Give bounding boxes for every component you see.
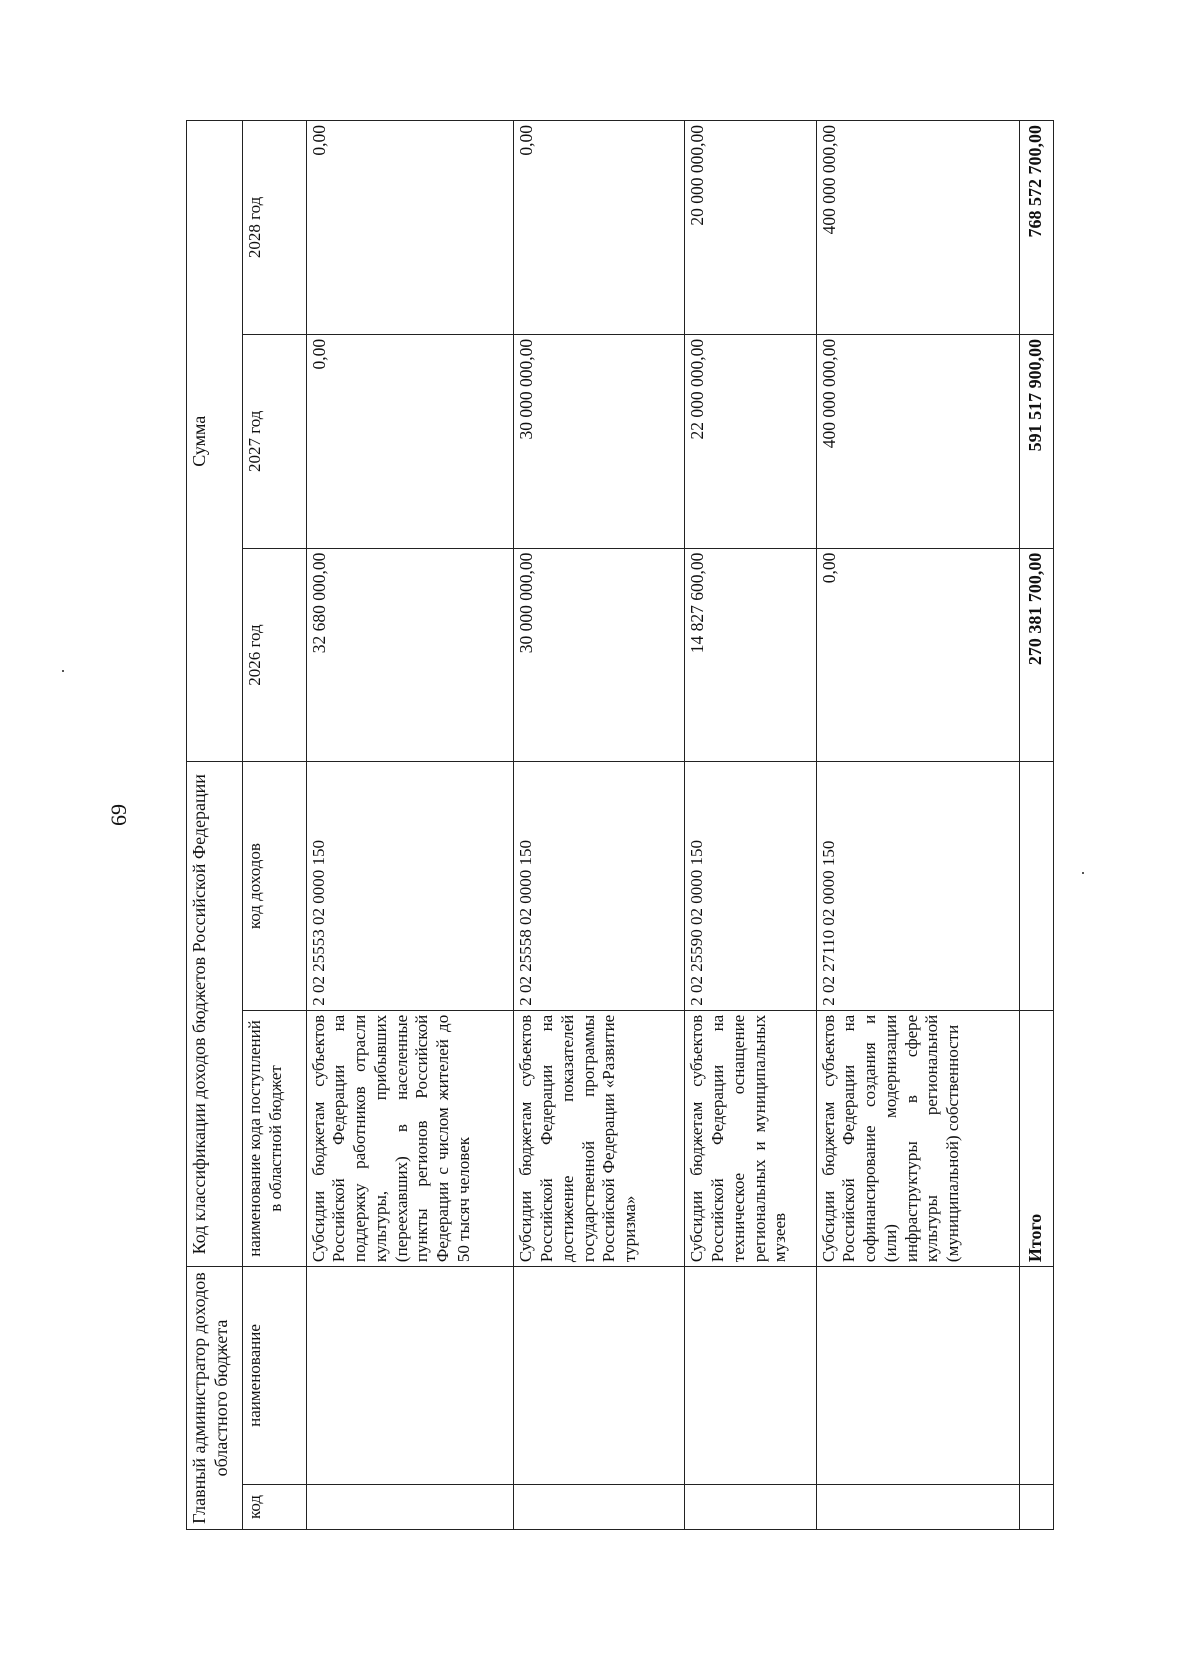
admin-name-cell	[306, 1267, 514, 1485]
classification-group-header: Код классификации доходов бюджетов Российской Федерации	[187, 762, 243, 1267]
total-2028-cell: 768 572 700,00	[1019, 121, 1053, 335]
sum-2028-cell: 0,00	[514, 121, 685, 335]
total-2027-cell: 591 517 900,00	[1019, 334, 1053, 548]
total-label: Итого	[1019, 1010, 1053, 1266]
sum-2027-cell: 0,00	[306, 334, 514, 548]
admin-name-cell	[816, 1267, 1019, 1485]
total-empty-cell	[1019, 762, 1053, 1010]
sum-2028-cell: 0,00	[306, 121, 514, 335]
income-name-cell: Субсидии бюджетам субъектов Российской Федерации на софинансирование создания и (или) модернизации инфраструктуры в сфере культуры региональной (муниципальной) собственности	[816, 1010, 1019, 1266]
admin-name-cell	[685, 1267, 816, 1485]
sum-2027-cell: 400 000 000,00	[816, 334, 1019, 548]
year-2027-header: 2027 год	[242, 334, 306, 548]
sum-2026-cell: 14 827 600,00	[685, 548, 816, 762]
admin-code-cell	[816, 1484, 1019, 1529]
sum-2027-cell: 22 000 000,00	[685, 334, 816, 548]
header-row-2	[242, 121, 306, 1530]
income-name-header: наименование кода поступлений в областной бюджет	[242, 1010, 306, 1266]
sum-2026-cell: 32 680 000,00	[306, 548, 514, 762]
income-name-cell: Субсидии бюджетам субъектов Российской Федерации на достижение показателей государственной программы Российской Федерации «Развитие туризма»	[514, 1010, 685, 1266]
sum-2026-cell: 30 000 000,00	[514, 548, 685, 762]
sum-2027-cell: 30 000 000,00	[514, 334, 685, 548]
table-row	[306, 121, 514, 1530]
income-code-cell: 2 02 25558 02 0000 150	[514, 762, 685, 1010]
table-row	[685, 121, 816, 1530]
admin-code-cell	[514, 1484, 685, 1529]
total-empty-cell	[1019, 1267, 1053, 1485]
admin-code-header: код	[242, 1484, 306, 1529]
year-2028-header: 2028 год	[242, 121, 306, 335]
scan-speck	[62, 670, 64, 672]
sum-2028-cell: 400 000 000,00	[816, 121, 1019, 335]
admin-code-cell	[685, 1484, 816, 1529]
income-code-cell: 2 02 25590 02 0000 150	[685, 762, 816, 1010]
budget-income-table	[186, 120, 1054, 1530]
income-code-header: код доходов	[242, 762, 306, 1010]
income-name-cell: Субсидии бюджетам субъектов Российской Федерации на поддержку работников отрасли культуры, прибывших (переехавших) в населенные пункты регионов Российской Федерации с числом жителей до 50 тысяч человек	[306, 1010, 514, 1266]
rotated-table-container	[186, 120, 1054, 1530]
admin-name-cell	[514, 1267, 685, 1485]
table-row	[514, 121, 685, 1530]
total-2026-cell: 270 381 700,00	[1019, 548, 1053, 762]
total-row	[1019, 121, 1053, 1530]
admin-group-header: Главный администратор доходов областного бюджета	[187, 1267, 243, 1530]
sum-group-header: Сумма	[187, 121, 243, 762]
income-code-cell: 2 02 25553 02 0000 150	[306, 762, 514, 1010]
header-row-1	[187, 121, 243, 1530]
sum-2026-cell: 0,00	[816, 548, 1019, 762]
income-code-cell: 2 02 27110 02 0000 150	[816, 762, 1019, 1010]
total-empty-cell	[1019, 1484, 1053, 1529]
admin-name-header: наименование	[242, 1267, 306, 1485]
admin-code-cell	[306, 1484, 514, 1529]
year-2026-header: 2026 год	[242, 548, 306, 762]
page-number: 69	[106, 804, 131, 826]
table-row	[816, 121, 1019, 1530]
scan-speck	[1082, 872, 1084, 874]
sum-2028-cell: 20 000 000,00	[685, 121, 816, 335]
income-name-cell: Субсидии бюджетам субъектов Российской Федерации на техническое оснащение региональных и муниципальных музеев	[685, 1010, 816, 1266]
